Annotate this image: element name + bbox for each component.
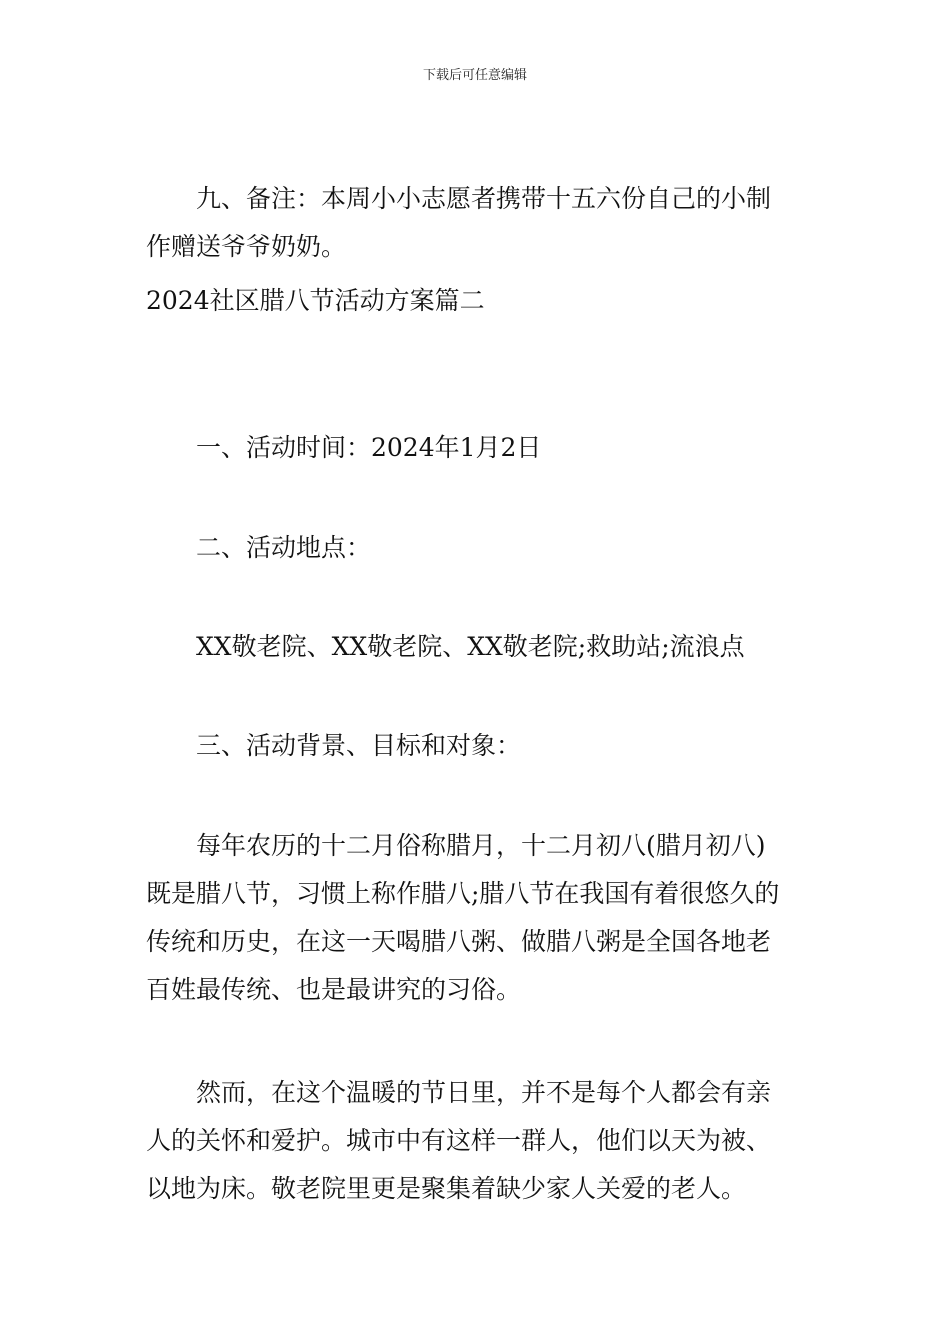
activity-place-detail: XX敬老院、XX敬老院、XX敬老院;救助站;流浪点	[196, 632, 745, 661]
activity-time: 一、活动时间：2024年1月2日	[196, 433, 542, 462]
paragraph-line: 以地为床。敬老院里更是聚集着缺少家人关爱的老人。	[146, 1174, 747, 1203]
background-paragraph-2	[146, 1069, 806, 1213]
paragraph-line: 然而，在这个温暖的节日里，并不是每个人都会有亲	[196, 1078, 772, 1107]
paragraph-line: 既是腊八节，习惯上称作腊八;腊八节在我国有着很悠久的	[146, 879, 780, 908]
paragraph-line: 传统和历史，在这一天喝腊八粥、做腊八粥是全国各地老	[146, 927, 772, 956]
paragraph-line: 人的关怀和爱护。城市中有这样一群人，他们以天为被、	[146, 1126, 772, 1155]
background-paragraph-1	[146, 822, 806, 1014]
activity-place-heading: 二、活动地点：	[196, 533, 372, 562]
note-line: 作赠送爷爷奶奶。	[146, 232, 347, 261]
section-title: 2024社区腊八节活动方案篇二	[146, 286, 485, 315]
note-paragraph	[146, 175, 806, 271]
page-header: 下载后可任意编辑	[422, 68, 527, 83]
note-line: 九、备注：本周小小志愿者携带十五六份自己的小制	[196, 184, 772, 213]
paragraph-line: 每年农历的十二月俗称腊月，十二月初八(腊月初八)	[196, 831, 766, 860]
activity-background-heading: 三、活动背景、目标和对象：	[196, 731, 522, 760]
paragraph-line: 百姓最传统、也是最讲究的习俗。	[146, 975, 522, 1004]
